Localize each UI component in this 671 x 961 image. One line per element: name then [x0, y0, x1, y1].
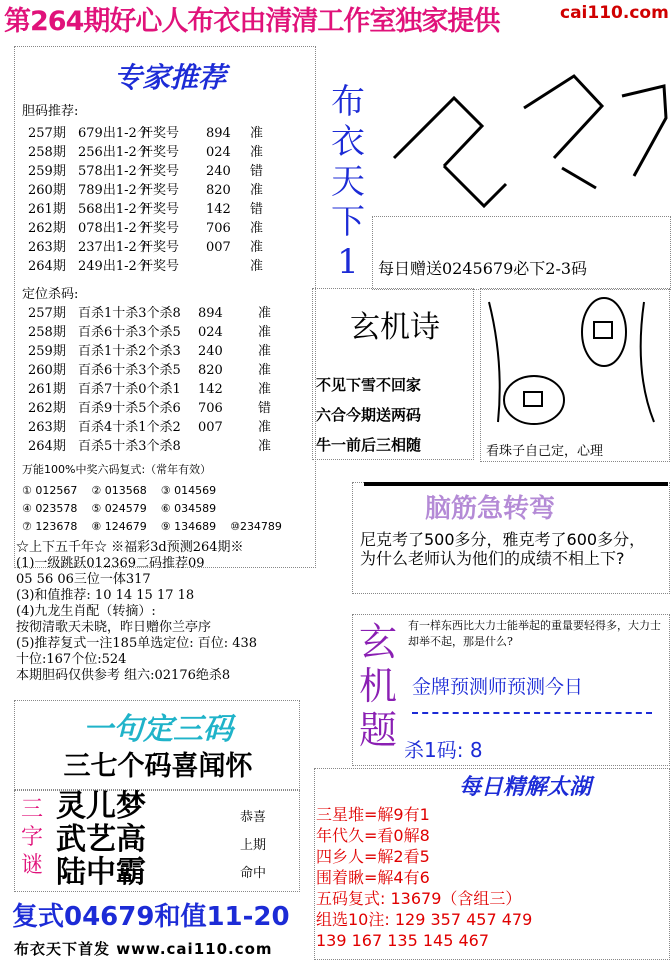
pos-row [28, 418, 318, 437]
xuanji-side-char: 机 [358, 664, 397, 708]
pos-pick: 百杀6十杀3个杀5 [78, 363, 181, 378]
dan-mark: 错 [250, 202, 264, 217]
dan-label: 开奖号 [140, 183, 180, 198]
stroke-2b [444, 166, 506, 206]
analysis-line: 本期胆码仅供参考 组六:02176绝杀8 [16, 668, 231, 683]
pos-pick: 百杀9十杀5个杀6 [78, 401, 181, 416]
expert-banner: 专家推荐 [113, 61, 226, 94]
dan-issue: 264期 [28, 259, 66, 274]
riddle-note [240, 804, 280, 888]
dan-row [28, 162, 318, 181]
page-title: 第264期好心人布衣由清清工作室独家提供 [4, 6, 500, 37]
analysis-heading: ☆上下五千年☆ ※福彩3d预测264期※ [16, 540, 244, 555]
dan-row [28, 181, 318, 200]
pos-pick: 百杀1十杀3个杀8 [78, 306, 181, 321]
analysis-line: (5)推荐复式一注185单选定位: 百位: 438 [16, 636, 258, 651]
combo-item: ⑨ 134689 [160, 520, 217, 533]
stroke-2a [394, 98, 482, 166]
taihu-line: 139 167 135 145 467 [316, 931, 490, 950]
pos-issue: 259期 [28, 344, 66, 359]
riddle-word: 灵儿梦 [56, 789, 146, 824]
pos-issue: 257期 [28, 306, 66, 321]
pos-pick: 百杀1十杀2个杀3 [78, 344, 181, 359]
poem-line: 牛一前后三相随 [316, 436, 422, 454]
dan-table [28, 124, 318, 276]
riddle-word: 武艺高 [56, 822, 146, 857]
coin-drawing [484, 292, 664, 432]
combo-item: ⑦ 123678 [22, 520, 78, 533]
dan-label: 开奖号 [140, 145, 180, 160]
poem-line: 六合今期送两码 [316, 406, 422, 424]
pos-issue: 261期 [28, 382, 66, 397]
pos-result: 142 [198, 382, 223, 397]
dan-mark: 准 [250, 145, 264, 160]
riddle-note-line: 上期 [240, 838, 267, 853]
dan-result: 007 [206, 240, 231, 255]
dan-issue: 263期 [28, 240, 66, 255]
analysis-line: (1)一级跳跃012369二码推荐09 [16, 556, 205, 571]
dan-mark: 准 [250, 240, 264, 255]
xuanji-side-label [356, 620, 400, 752]
dan-result: 240 [206, 164, 231, 179]
brain-banner: 脑筋急转弯 [424, 494, 555, 524]
buyi-vertical-char: 衣 [331, 122, 365, 162]
string-right [641, 302, 654, 422]
pos-mark: 准 [258, 325, 272, 340]
medal-divider [412, 704, 652, 714]
riddle-word: 陆中霸 [56, 855, 146, 890]
buyi-vertical-char: 下 [331, 202, 365, 242]
brain-divider [364, 482, 668, 486]
dan-pick: 568出1-2个 [78, 202, 150, 217]
dan-mark: 准 [250, 221, 264, 236]
brain-text: 尼克考了500多分，雅克考了600多分，为什么老师认为他们的成绩不相上下? [360, 530, 646, 568]
fushi-text: 复式04679和值11-20 [12, 902, 290, 932]
buyi-vertical-char: 1 [337, 242, 359, 282]
dan-result: 706 [206, 221, 231, 236]
analysis-line: (4)九龙生肖配（转摘）: [16, 604, 156, 619]
dan-issue: 260期 [28, 183, 66, 198]
taihu-line: 四乡人=解2看5 [316, 847, 430, 866]
taihu-line: 五码复式: 13679（含组三） [316, 889, 522, 908]
dan-row [28, 200, 318, 219]
taihu-line: 年代久=看0解8 [316, 826, 430, 845]
poem-lines [316, 370, 476, 460]
dan-mark: 准 [250, 259, 264, 274]
analysis-line: 十位:167个位:524 [16, 652, 127, 667]
dan-pick: 679出1-2个 [78, 126, 150, 141]
dan-row [28, 257, 318, 276]
combo-item: ④ 023578 [22, 502, 78, 515]
kill-code: 杀1码: 8 [404, 738, 483, 762]
pos-row [28, 304, 318, 323]
coin-caption: 看珠子自己定，心理 [486, 444, 604, 459]
dan-result: 894 [206, 126, 231, 141]
pos-row [28, 437, 318, 456]
coin-top [582, 298, 626, 366]
combo-title: 万能100%中奖六码复式:（常年有效） [22, 463, 212, 476]
number-27-drawing [374, 48, 671, 214]
dan-label: 开奖号 [140, 221, 180, 236]
pos-result: 706 [198, 401, 223, 416]
stroke-2c [524, 76, 602, 158]
dan-issue: 257期 [28, 126, 66, 141]
dan-row [28, 238, 318, 257]
pos-mark: 错 [258, 401, 272, 416]
pos-mark: 准 [258, 363, 272, 378]
pos-pick: 百杀7十杀0个杀1 [78, 382, 181, 397]
dan-mark: 准 [250, 183, 264, 198]
string-left [489, 302, 500, 422]
pos-issue: 260期 [28, 363, 66, 378]
stroke-7 [622, 86, 666, 176]
coin-top-hole [594, 322, 612, 338]
pos-row [28, 323, 318, 342]
riddle-words [56, 790, 226, 889]
riddle-side-char: 谜 [20, 853, 43, 878]
pos-pick: 百杀6十杀3个杀5 [78, 325, 181, 340]
pos-row [28, 399, 318, 418]
dan-row [28, 143, 318, 162]
dan-result: 820 [206, 183, 231, 198]
pos-pick: 百杀4十杀1个杀2 [78, 420, 181, 435]
pos-result: 024 [198, 325, 223, 340]
riddle-note-line: 命中 [240, 866, 267, 881]
xuanji-question: 有一样东西比大力士能举起的重量要轻得多，大力士却举不起，那是什么? [408, 619, 661, 648]
dan-issue: 262期 [28, 221, 66, 236]
pos-row [28, 342, 318, 361]
pos-result: 820 [198, 363, 223, 378]
taihu-line: 三星堆=解9有1 [316, 805, 430, 824]
pos-result [198, 437, 258, 456]
dan-row [28, 219, 318, 238]
riddle-note-line: 恭喜 [240, 810, 267, 825]
analysis-block [16, 540, 336, 684]
pos-result: 894 [198, 306, 223, 321]
riddle-side-label [18, 796, 46, 880]
taihu-line: 围着瞅=解4有6 [316, 868, 430, 887]
dan-row [28, 124, 318, 143]
taihu-line: 组选10注: 129 357 457 479 [316, 910, 533, 929]
pos-issue: 263期 [28, 420, 66, 435]
dan-pick: 237出1-2个 [78, 240, 150, 255]
dan-label: 开奖号 [140, 240, 180, 255]
pos-result: 007 [198, 420, 223, 435]
dan-issue: 258期 [28, 145, 66, 160]
dan-pick: 249出1-2个 [78, 259, 150, 274]
dan-pick: 578出1-2个 [78, 164, 150, 179]
dan-mark: 准 [250, 126, 264, 141]
taihu-banner: 每日精解太湖 [458, 775, 591, 800]
stroke-2d [562, 168, 596, 188]
analysis-lines [16, 556, 336, 684]
pos-row [28, 361, 318, 380]
dan-result: 024 [206, 145, 231, 160]
dan-mark: 错 [250, 164, 264, 179]
pos-pick: 百杀5十杀3个杀8 [78, 439, 181, 454]
pos-table [28, 304, 318, 456]
pos-issue: 258期 [28, 325, 66, 340]
coin-bottom-hole [524, 392, 542, 406]
medal-title: 金牌预测师预测今日 [412, 676, 584, 698]
poem-line: 不见下雪不回家 [316, 376, 422, 394]
pos-mark: 准 [258, 420, 272, 435]
pos-issue: 262期 [28, 401, 66, 416]
combo-item: ⑥ 034589 [160, 502, 217, 515]
footer-link[interactable]: 布衣天下首发 www.cai110.com [14, 940, 273, 958]
daily-gift: 每日赠送0245679必下2-3码 [378, 259, 588, 278]
pos-mark: 准 [258, 344, 272, 359]
dan-pick: 789出1-2个 [78, 183, 150, 198]
combo-item: ① 012567 [22, 484, 78, 497]
combo-row [22, 482, 312, 500]
dan-result: 142 [206, 202, 231, 217]
yiju-line: 三七个码喜闻怀 [63, 751, 253, 782]
analysis-line: 05 56 06三位一体317 [16, 572, 151, 587]
xuanji-side-char: 玄 [358, 620, 397, 664]
buyi-vertical-char: 布 [331, 82, 365, 122]
dan-label: 开奖号 [140, 202, 180, 217]
dan-issue: 261期 [28, 202, 66, 217]
buyi-vertical-char: 天 [331, 162, 365, 202]
analysis-line: (3)和值推荐: 10 14 15 17 18 [16, 588, 195, 603]
dan-result [206, 257, 250, 276]
dan-label: 胆码推荐: [22, 104, 79, 119]
dan-label: 开奖号 [140, 259, 180, 274]
taihu-lines [316, 804, 666, 951]
pos-issue: 264期 [28, 439, 66, 454]
dan-pick: 256出1-2个 [78, 145, 150, 160]
pos-mark: 准 [258, 439, 272, 454]
pos-row [28, 380, 318, 399]
combo-list [22, 482, 312, 536]
pos-mark: 准 [258, 306, 272, 321]
site-badge[interactable]: cai110.com [560, 3, 669, 23]
dan-issue: 259期 [28, 164, 66, 179]
coin-bottom [504, 376, 564, 424]
combo-row [22, 518, 312, 536]
riddle-side-char: 字 [20, 825, 43, 850]
yiju-banner: 一句定三码 [83, 712, 233, 747]
combo-row [22, 500, 312, 518]
combo-item: ⑧ 124679 [91, 520, 147, 533]
poem-title: 玄机诗 [350, 310, 440, 345]
combo-item: ② 013568 [91, 484, 147, 497]
riddle-side-char: 三 [20, 797, 43, 822]
dan-label: 开奖号 [140, 126, 180, 141]
combo-item: ③ 014569 [160, 484, 217, 497]
combo-item: ⑤ 024579 [91, 502, 147, 515]
pos-mark: 准 [258, 382, 272, 397]
dan-label: 开奖号 [140, 164, 180, 179]
pos-result: 240 [198, 344, 223, 359]
pos-label: 定位杀码: [22, 287, 79, 302]
buyi-vertical-label [326, 82, 370, 282]
xuanji-side-char: 题 [358, 708, 397, 752]
combo-item: ⑩234789 [230, 520, 282, 533]
analysis-line: 按彻清歌天未晓，昨日赠你兰亭序 [16, 620, 212, 635]
dan-pick: 078出1-2个 [78, 221, 150, 236]
